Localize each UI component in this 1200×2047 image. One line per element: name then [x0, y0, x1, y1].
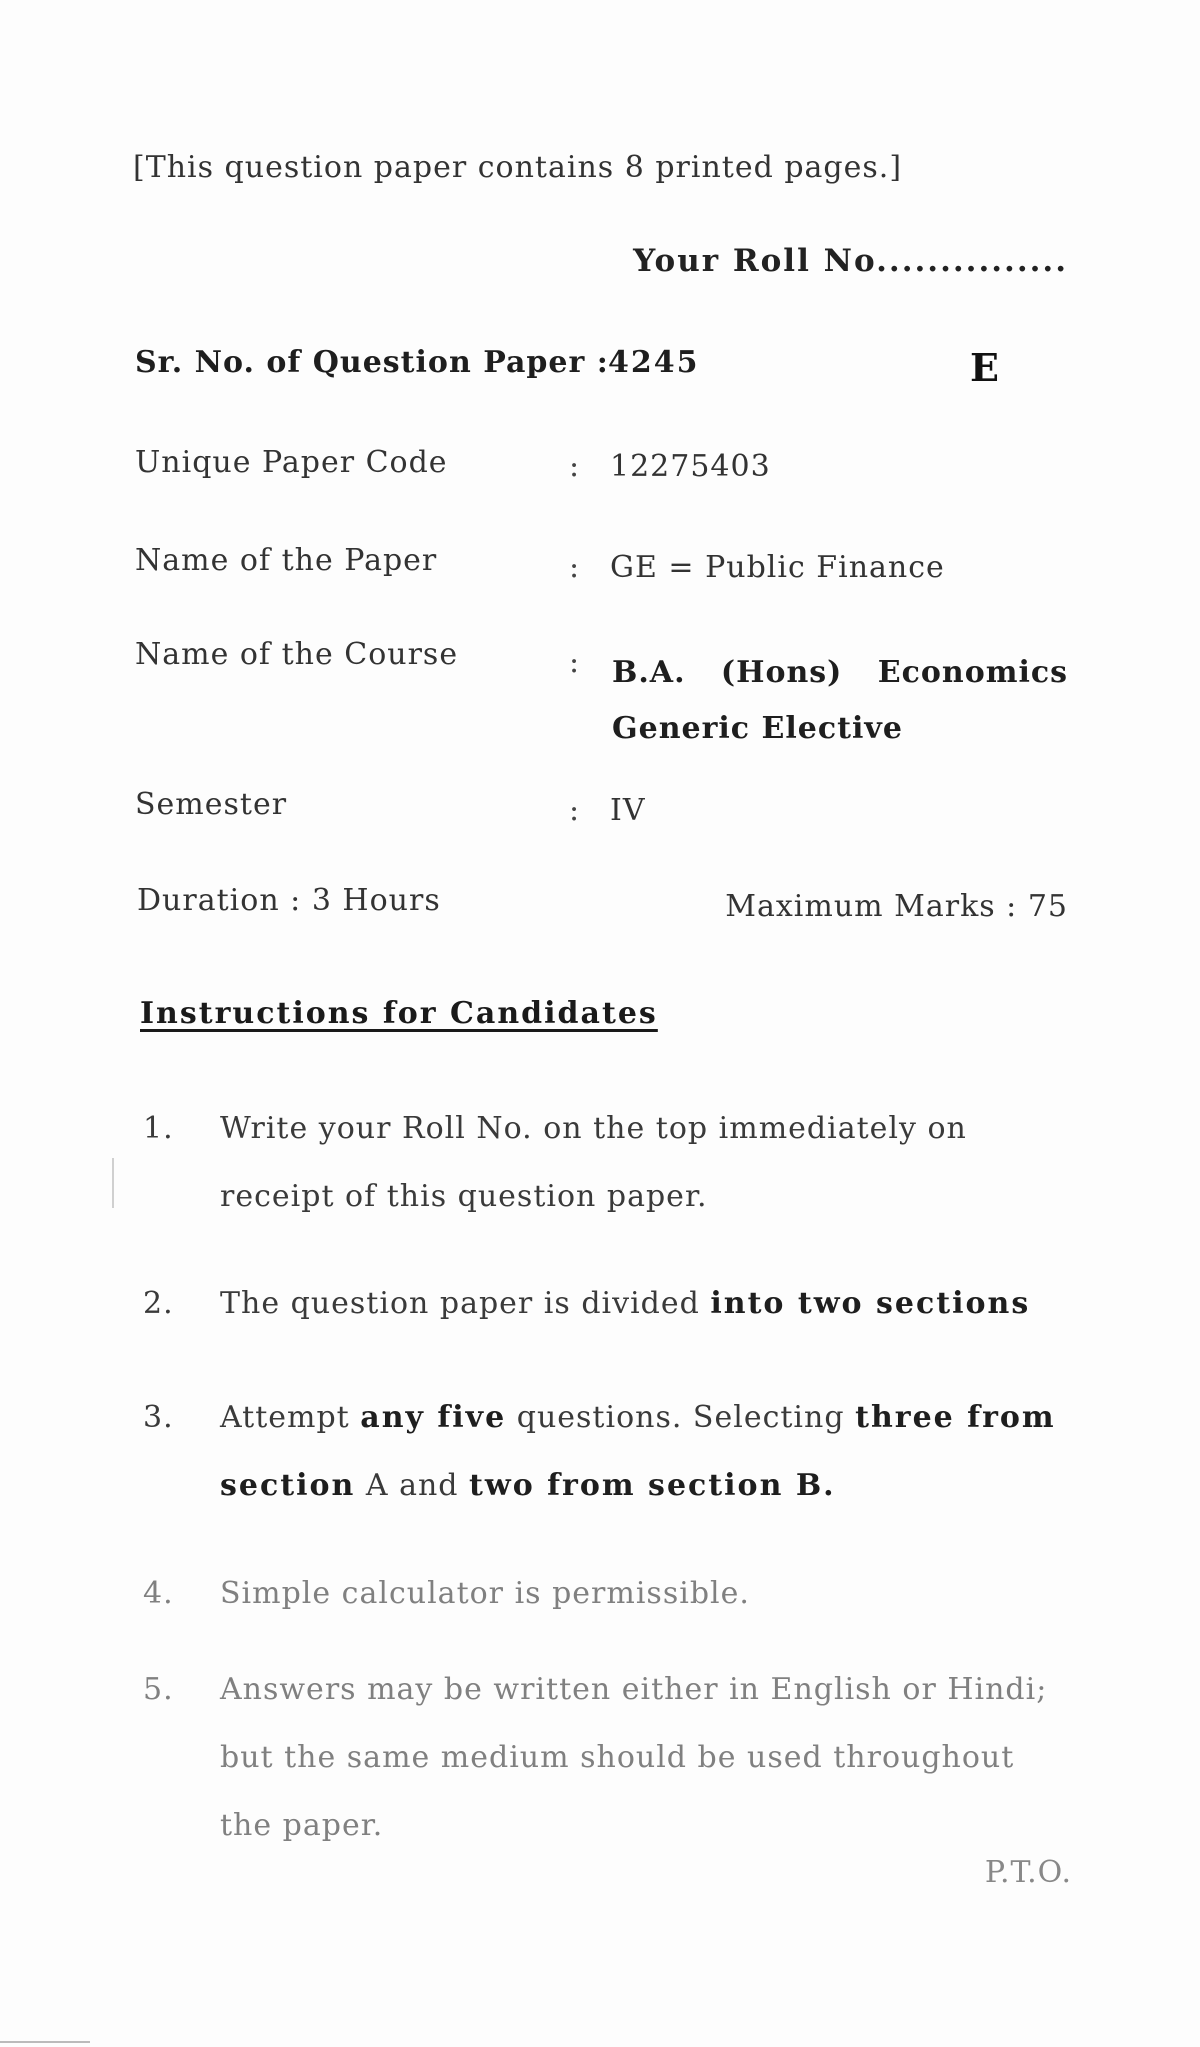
- sr-no-label: Sr. No. of Question Paper :: [135, 345, 609, 380]
- course-word: (Hons): [720, 655, 843, 690]
- instruction-item: [143, 1384, 1073, 1520]
- course-line-2: Generic Elective: [612, 711, 903, 746]
- paper-name-value: GE = Public Finance: [610, 550, 945, 585]
- bottom-edge-line: [0, 2041, 90, 2043]
- semester-value: IV: [610, 793, 646, 828]
- paper-name-label: Name of the Paper: [135, 543, 438, 578]
- unique-code-label: Unique Paper Code: [135, 445, 448, 480]
- course-label: Name of the Course: [135, 637, 459, 672]
- instruction-item: [143, 1656, 1073, 1860]
- pto-footer: P.T.O.: [984, 1855, 1072, 1890]
- sr-no-value: 4245: [608, 345, 700, 380]
- instruction-number: 2.: [143, 1286, 174, 1321]
- instruction-item: [143, 1560, 1073, 1628]
- page-count-note: [This question paper contains 8 printed pages.]: [133, 150, 903, 185]
- instructions-heading: Instructions for Candidates: [140, 996, 658, 1031]
- instruction-number: 3.: [143, 1400, 174, 1435]
- instruction-text: Attempt any five questions. Selecting three from section A and two from section B.: [220, 1400, 1056, 1503]
- duration: Duration : 3 Hours: [137, 883, 441, 918]
- unique-code-value: 12275403: [610, 449, 771, 484]
- maximum-marks: Maximum Marks : 75: [725, 889, 1068, 924]
- margin-mark: [112, 1158, 114, 1208]
- instruction-text: Write your Roll No. on the top immediately on receipt of this question paper.: [220, 1111, 967, 1214]
- semester-label: Semester: [135, 787, 288, 822]
- instruction-number: 1.: [143, 1111, 174, 1146]
- course-word: B.A.: [612, 655, 686, 690]
- paper-name-colon: :: [569, 550, 580, 585]
- course-value: [612, 645, 1068, 757]
- instruction-text: Answers may be written either in English or Hindi; but the same medium should be used throughout the paper.: [220, 1672, 1048, 1843]
- roll-number-field: Your Roll No...............: [633, 243, 1068, 279]
- instruction-item: [143, 1095, 1073, 1231]
- course-colon: :: [569, 645, 580, 680]
- set-letter: E: [970, 345, 999, 390]
- instruction-number: 4.: [143, 1576, 174, 1611]
- instruction-text: Simple calculator is permissible.: [220, 1576, 750, 1611]
- instruction-text: The question paper is divided into two sections: [220, 1286, 1031, 1321]
- instruction-item: [143, 1270, 1073, 1338]
- course-line-1: [612, 645, 1068, 701]
- instruction-number: 5.: [143, 1672, 174, 1707]
- semester-colon: :: [569, 793, 580, 828]
- course-word: Economics: [877, 655, 1068, 690]
- unique-code-colon: :: [569, 449, 580, 484]
